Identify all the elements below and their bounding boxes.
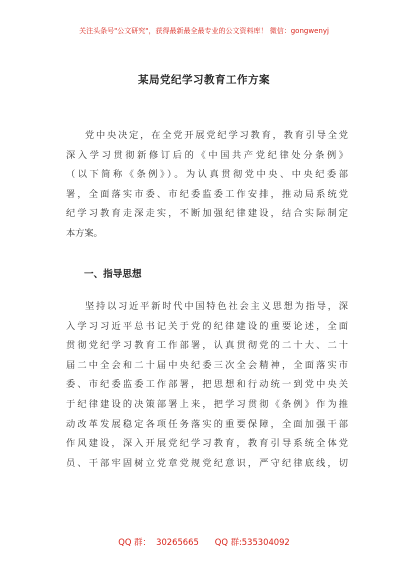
section1-paragraph [66, 297, 348, 473]
paragraph-line: 本方案。 [66, 227, 103, 239]
header-banner: 关注头条号"公文研究"，获得最新最全最专业的公文资料库！ 微信：gongwenyj [79, 27, 329, 35]
paragraph-line: 深入学习贯彻新修订后的《中国共产党纪律处分条例》 [66, 149, 348, 161]
paragraph-line: 入学习习近平总书记关于党的纪律建设的重要论述，全面 [66, 320, 348, 332]
paragraph-line: 作风建设，深入开展党纪学习教育，教育引导系统全体党 [66, 438, 348, 450]
paragraph-line: 坚持以习近平新时代中国特色社会主义思想为指导，深 [85, 301, 348, 312]
intro-paragraph [66, 126, 348, 244]
paragraph-line: 党中央决定，在全党开展党纪学习教育，教育引导全党 [85, 130, 348, 141]
paragraph-line: 员、干部牢固树立党章党规党纪意识，严守纪律底线，切 [66, 457, 348, 469]
paragraph-line: 动改革发展稳定各项任务落实的重要保障，全面加强干部 [66, 418, 348, 430]
document-title: 某局党纪学习教育工作方案 [138, 74, 270, 86]
paragraph-line: 纪学习教育走深走实，不断加强纪律建设，结合实际制定 [66, 208, 348, 220]
paragraph-line: 届二中全会和二十届中央纪委三次全会精神，全面落实市 [66, 359, 348, 371]
paragraph-line: 委、市纪委监委工作部署，把思想和行动统一到党中央关 [66, 379, 348, 391]
paragraph-line: 贯彻党纪学习教育工作部署，认真贯彻党的二十大、二十 [66, 340, 348, 352]
paragraph-line: 于纪律建设的决策部署上来，把学习贯彻《条例》作为推 [66, 398, 348, 410]
section-heading: 一、指导思想 [84, 269, 142, 280]
paragraph-line: （以下简称《条例》）。为认真贯彻党中央、中央纪委部 [66, 169, 348, 181]
footer-banner: QQ 群： 30265665 QQ 群:535304092 [118, 537, 290, 547]
paragraph-line: 署，全面落实市委、市纪委监委工作安排，推动局系统党 [66, 188, 348, 200]
